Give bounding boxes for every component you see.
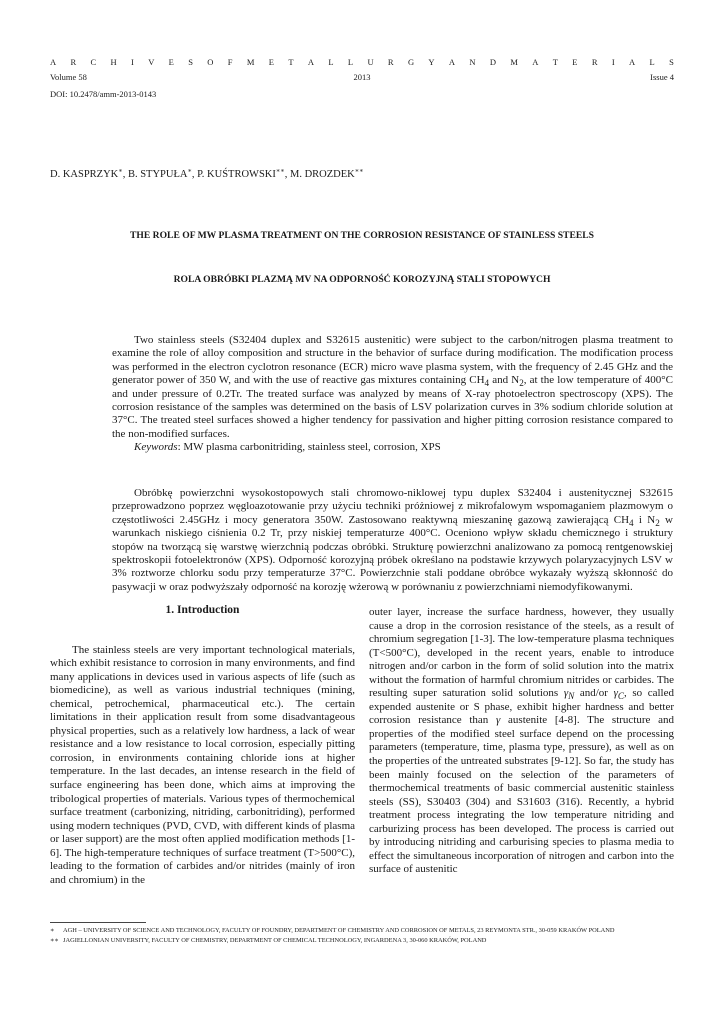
journal-letter: Y xyxy=(428,57,435,67)
issue-number: Issue 4 xyxy=(650,72,674,82)
journal-letter: F xyxy=(227,57,233,67)
footnote xyxy=(50,936,674,946)
footnote-mark: ∗ xyxy=(50,927,55,934)
volume: Volume 58 xyxy=(50,72,87,82)
author-name: P. KUŚTROWSKI xyxy=(197,169,276,180)
abstract-text: Two stainless steels (S32404 duplex and S32615 austenitic) were subject to the carbon/nitrogen plasma treatment to examine the role of alloy composition and structure in the behavior of surface during modification. The modification process was performed in the electron cyclotron resonance (ECR) micro wave plasma system, with the frequency of 2.45 GHz and the generator power of 350 W, and with the use of reactive gas mixtures containing $CH_4$ and $N_2$, at the low temperature of 400°C and under pressure of 0.2Tr. The treated surface was analyzed by means of X-ray photoelectron spectroscopy (XPS). The corrosion resistance of the samples was determined on the basis of LSV polarization curves in 3% sodium chloride solution at 37°C. The treated steel surfaces showed a higher tendency for passivation and higher pitting corrosion resistance compared to the non-modified surfaces. xyxy=(112,334,673,440)
journal-letter: I xyxy=(131,57,134,67)
journal-letter: R xyxy=(70,57,77,67)
journal-letter: A xyxy=(50,57,57,67)
journal-letter: A xyxy=(629,57,636,67)
journal-letter: H xyxy=(110,57,117,67)
journal-letter: E xyxy=(268,57,274,67)
affiliation-mark: ∗∗ xyxy=(275,167,285,175)
footnote xyxy=(50,926,674,936)
journal-letter: A xyxy=(448,57,456,67)
doi: DOI: 10.2478/amm-2013-0143 xyxy=(50,89,157,99)
journal-letter: N xyxy=(469,57,476,67)
journal-letter: S xyxy=(669,57,674,67)
journal-name xyxy=(50,57,674,67)
introduction-left-column xyxy=(50,604,355,887)
journal-letter: R xyxy=(591,57,598,67)
abstract xyxy=(112,334,673,455)
journal-letter: M xyxy=(510,57,518,67)
journal-letter: O xyxy=(207,57,214,67)
journal-letter: G xyxy=(407,57,415,67)
journal-letter: I xyxy=(611,57,615,67)
journal-letter: R xyxy=(387,57,394,67)
footnotes xyxy=(50,926,674,945)
title-english: THE ROLE OF MW PLASMA TREATMENT ON THE CORROSION RESISTANCE OF STAINLESS STEELS xyxy=(130,230,594,241)
affiliation-mark: ∗∗ xyxy=(354,167,364,175)
journal-letter: M xyxy=(246,57,255,67)
author-name: D. KASPRZYK xyxy=(50,169,119,180)
journal-letter: L xyxy=(649,57,655,67)
journal-letter: A xyxy=(532,57,539,67)
title-polish: ROLA OBRÓBKI PLAZMĄ MV NA ODPORNOŚĆ KOROZYJNĄ STALI STOPOWYCH xyxy=(173,274,551,285)
footnote-divider xyxy=(50,922,146,923)
keywords: Keywords: MW plasma carbonitriding, stainless steel, corrosion, XPS xyxy=(134,441,441,454)
abstract-polish xyxy=(112,487,673,594)
journal-letter: V xyxy=(148,57,155,67)
journal-letter: U xyxy=(367,57,374,67)
author-name: M. DROZDEK xyxy=(289,169,355,180)
footnote-text: AGH – UNIVERSITY OF SCIENCE AND TECHNOLOGY, FACULTY OF FOUNDRY, DEPARTMENT OF CHEMISTRY AND CORROSION OF METALS, 23 REYMONTA STR., 30-059 KRAKÓW POLAND xyxy=(63,927,615,934)
journal-letter: L xyxy=(328,57,334,67)
keywords-label: Keywords xyxy=(134,441,178,454)
footnote-mark: ∗∗ xyxy=(50,936,59,944)
journal-letter: T xyxy=(552,57,558,67)
journal-letter: C xyxy=(90,57,97,67)
author-name: B. STYPUŁA xyxy=(127,169,188,180)
abstract-polish-text: Obróbkę powierzchni wysokostopowych stali chromowo-niklowej typu duplex S32404 i austenitycznej S32615 przeprowadzono poprzez węgloazotowanie przy użyciu techniki próżniowej z mikrofalowym wspomaganiem plazmowym o częstotliwości 2.45GHz i mocy generatora 350W. Zastosowano reaktywną mieszaninę gazową zawierającą $CH_4$ i $N_2$ w warunkach niskiego ciśnienia 0.2 Tr, przy niskiej temperaturze 400°C. Oceniono wpływ składu chemicznego i struktury stopów na tworzącą się warstwę wierzchnią podczas obróbki. Strukturę powierzchni analizowano za pomocą rentgenowskiej spektroskopii fotoelektronów (XPS). Odporność korozyjną próbek określano na podstawie krzywych polaryzacyjnych LSV w 3% roztworze chlorku sodu przy temperaturze 37°C. Powierzchnie stali poddane obróbce wykazały wyższą skłonność do pasywacji w oraz podwyższały odporność na korozję wżerową w porównaniu z powierzchniami niemodyfikowanymi. xyxy=(112,487,673,593)
footnote-text: JAGIELLONIAN UNIVERSITY, FACULTY OF CHEMISTRY, DEPARTMENT OF CHEMICAL TECHNOLOGY, INGARDENA 3, 30-060 KRAKÓW, POLAND xyxy=(63,936,487,944)
introduction-right-column xyxy=(369,606,674,877)
affiliation-mark: ∗ xyxy=(118,167,123,175)
author-list: D. KASPRZYK∗, B. STYPUŁA∗, P. KUŚTROWSKI∗∗, M. DROZDEK∗∗ xyxy=(50,167,364,180)
journal-letter: S xyxy=(188,57,193,67)
section-heading: 1. Introduction xyxy=(165,604,240,616)
journal-letter: T xyxy=(288,57,294,67)
journal-letter: E xyxy=(168,57,174,67)
journal-letter: A xyxy=(307,57,314,67)
journal-letter: E xyxy=(572,57,578,67)
affiliation-mark: ∗ xyxy=(187,167,192,175)
body-paragraph: outer layer, increase the surface hardness, however, they usually cause a drop in the corrosion resistance of the steels, as a result of chromium segregation [1-3]. The low-temperature plasma techniques (T<500°C), developed in the recent years, enable to introduce nitrogen and/or carbon in the form of solid solution into the matrix without the formation of harmful chromium nitrides or carbides. The resulting super saturation solid solutions $\gamma_N$ and/or $\gamma_C$, so called expended austenite or S phase, exhibit higher hardness and better corrosion resistance than γ austenite [4-8]. The structure and properties of the modified steel surface depend on the processing parameters (temperature, time, plasma type, pressure), as well as on the properties of the untreated substrates [9-12]. So far, the study has been mainly focused on the selection of the parameters of thermochemical treatments of basic commercial austenitic stainless steels (SS), S30403 (304) and S31603 (316). Recently, a hybrid treatment process integrating the low temperature nitriding and carburizing process has been developed. The process is carried out by introducing nitriding and carburising species to plasma media to effect the simultaneous incorporation of nitrogen and carbon into the surface of austenitic xyxy=(369,606,674,876)
journal-letter: L xyxy=(347,57,354,67)
body-paragraph: The stainless steels are very important technological materials, which exhibit resistance to corrosion in many environments, and find many applications in devices used in various aspects of life (such as biomedicine), as well as various industrial techniques (mining, chemical, petrochemical, pharmaceutical etc.). The certain limitations in their application result from some disadvantageous physical properties, such as a relatively low hardness, a lack of wear resistance and a low resistance to local corrosion, especially pitting corrosion, in environments containing chloride ions at higher temperature. In the last decades, an intense research in the field of surface engineering has been done, which aims at improving the tribological properties of materials. Various types of thermochemical surface treatment (carbonizing, nitriding, carbonitriding), performed using modern techniques (PVD, CVD, with different kinds of plasma or laser support) are the most often applied modification methods [1-6]. The high-temperature techniques of surface treatment (T>500°C), leading to the formation of carbides and/or nitrides (mainly of iron and chromium) in the xyxy=(50,643,356,886)
year: 2013 xyxy=(353,72,371,82)
journal-letter: D xyxy=(489,57,497,67)
